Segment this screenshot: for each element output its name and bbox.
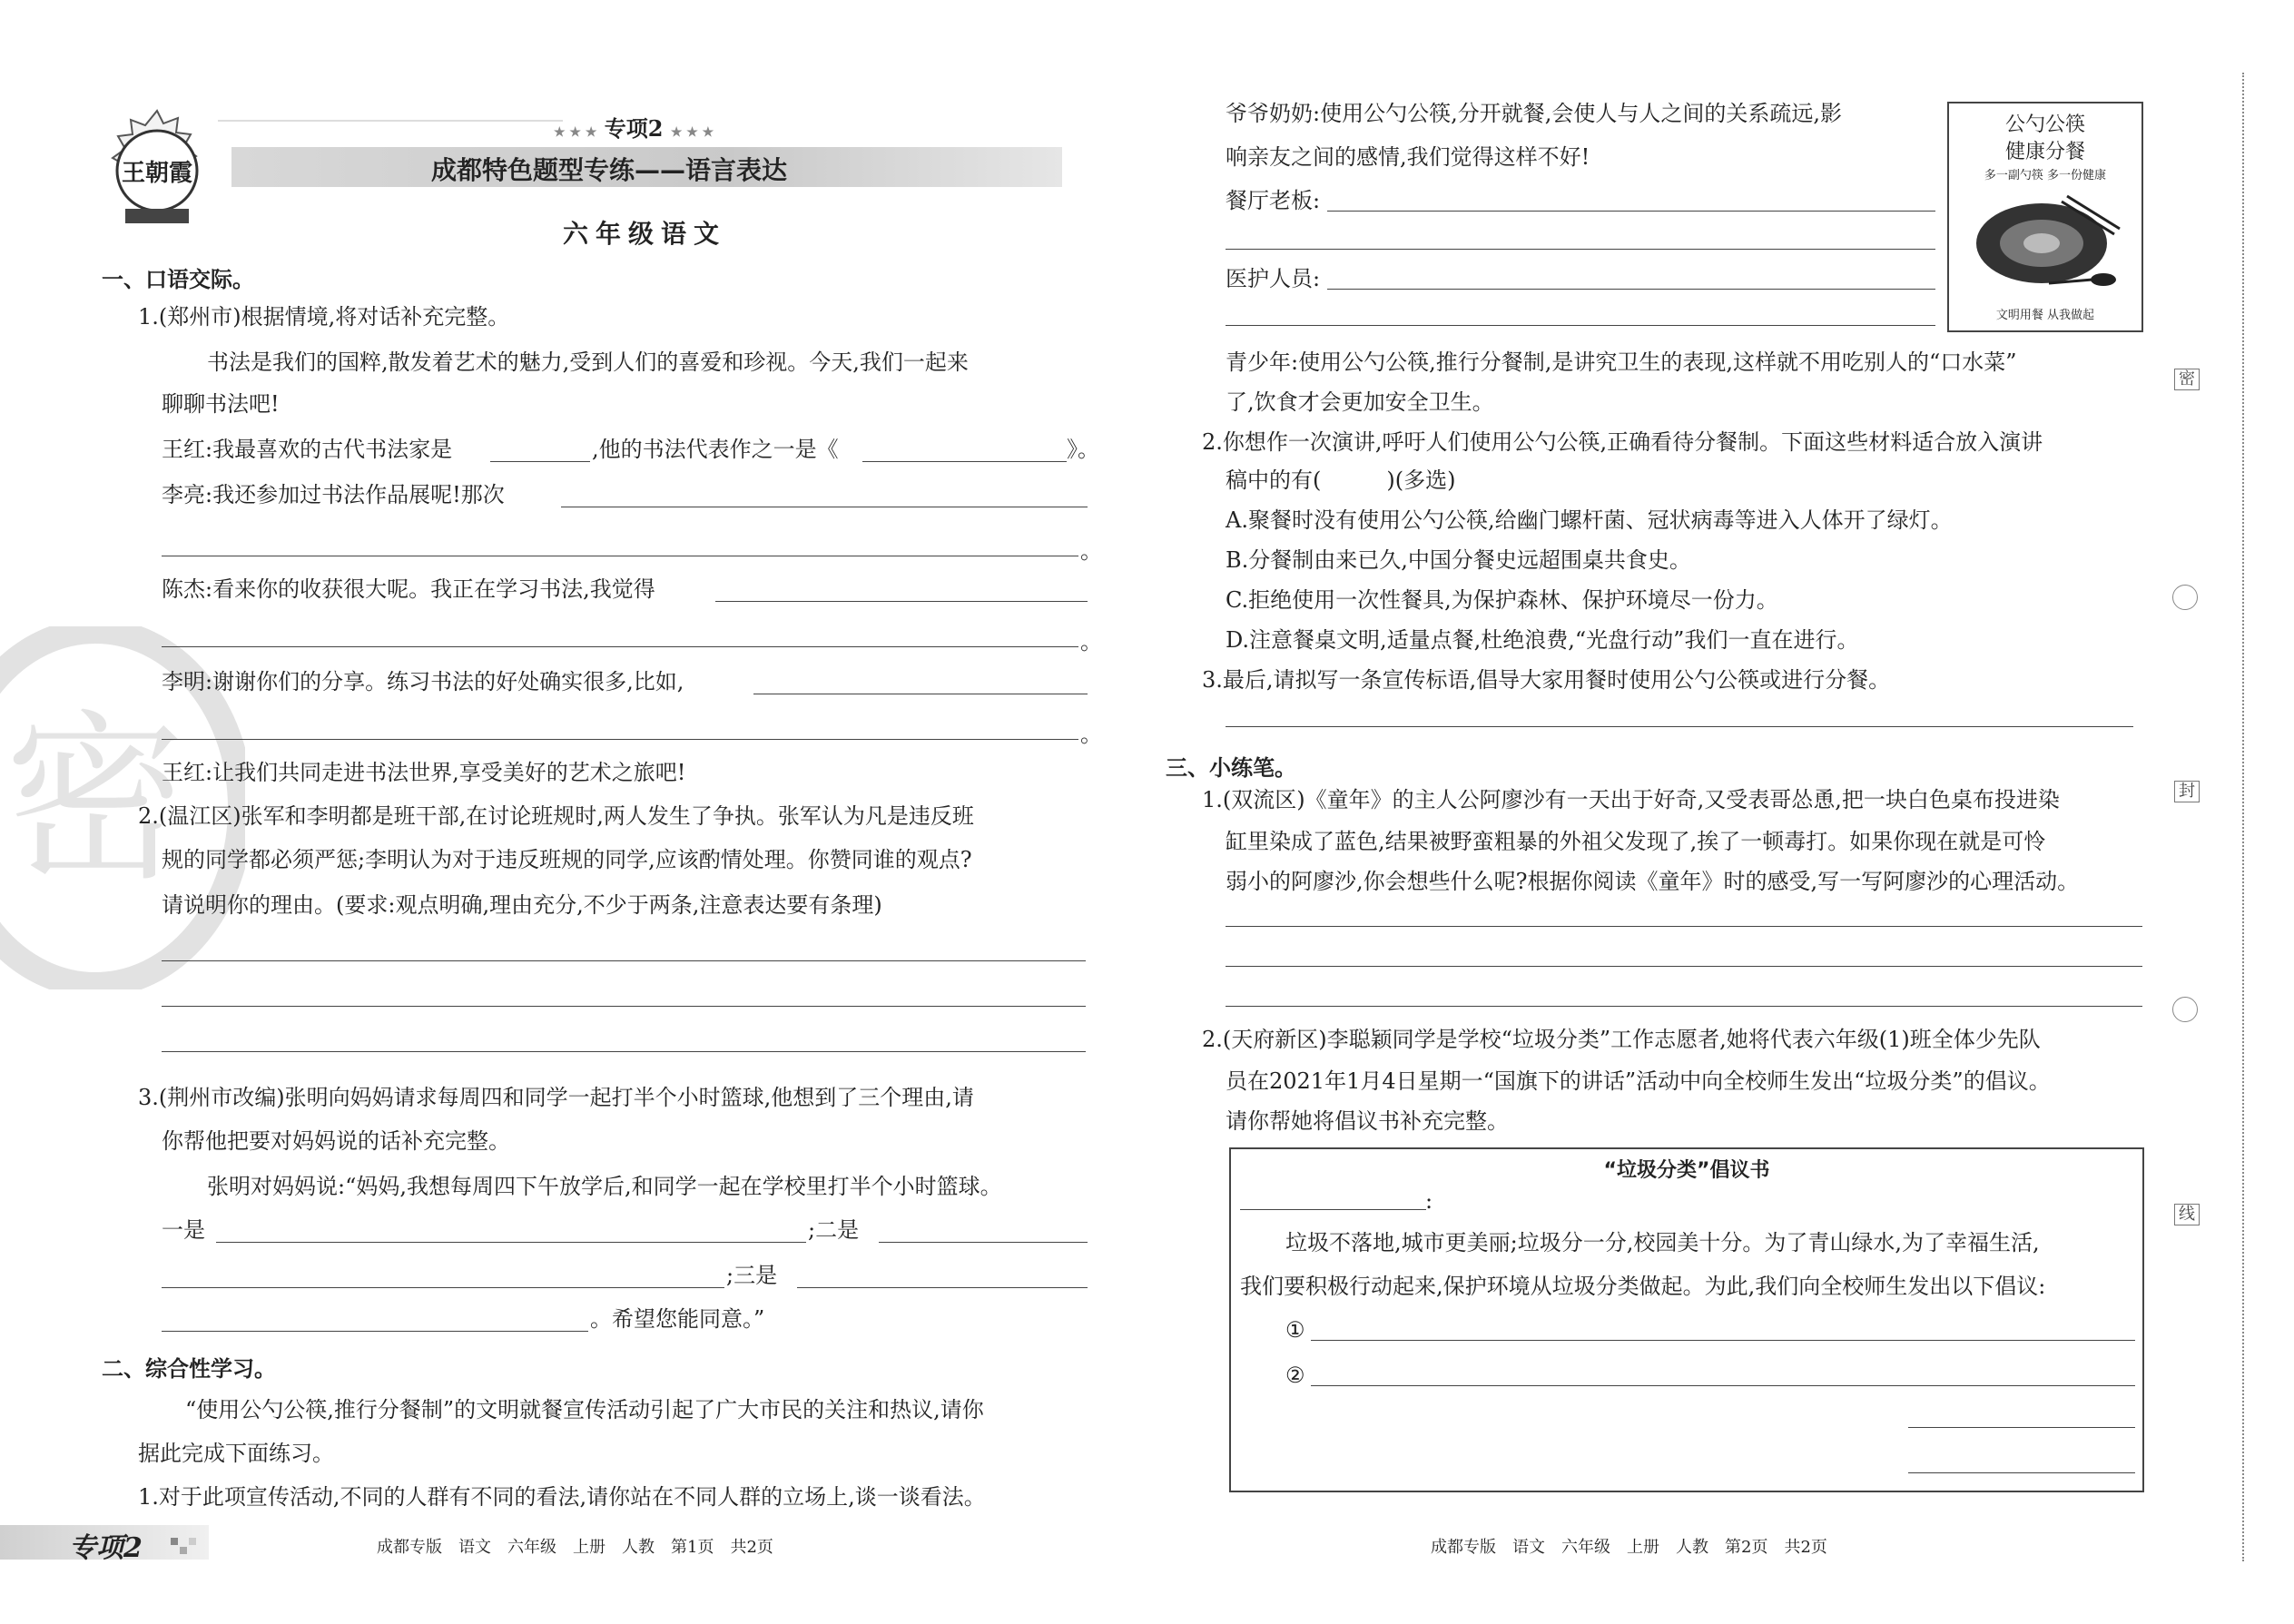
brand-logo: [107, 107, 207, 234]
answer-line[interactable]: [1226, 249, 1935, 250]
q1-period: 。: [1080, 629, 1102, 655]
answer-blank[interactable]: [490, 461, 590, 462]
teen-line-1: 青少年:使用公勺公筷,推行分餐制,是讲究卫生的表现,这样就不用吃别人的“口水菜”: [1226, 349, 2017, 375]
answer-blank[interactable]: [162, 1287, 724, 1288]
proposal-line-2[interactable]: [1311, 1385, 2135, 1386]
answer-line[interactable]: [162, 960, 1086, 961]
header-ribbon: [218, 120, 563, 131]
poster-footer: 文明用餐 从我做起: [1995, 309, 2095, 322]
margin-label-1: 密: [2174, 369, 2200, 390]
s2-question-1: 1.对于此项宣传活动,不同的人群有不同的看法,请你站在不同人群的立场上,谈一谈看法。: [138, 1484, 986, 1510]
proposal-para-2: 我们要积极行动起来,保护环境从垃圾分类做起。为此,我们向全校师生发出以下倡议:: [1240, 1274, 2046, 1299]
q2-line-2: 稿中的有( )(多选): [1226, 468, 1456, 493]
option-b[interactable]: B.分餐制由来已久,中国分餐史远超围桌共食史。: [1226, 547, 1691, 573]
answer-blank[interactable]: [162, 1331, 588, 1332]
answer-line[interactable]: [162, 1006, 1086, 1007]
grandparents-line-2: 响亲友之间的感情,我们觉得这样不好!: [1226, 144, 1590, 170]
answer-blank[interactable]: [715, 601, 1088, 602]
answer-line[interactable]: [1226, 325, 1935, 326]
q3-line: 3.最后,请拟写一条宣传标语,倡导大家用餐时使用公勺公筷或进行分餐。: [1202, 667, 1891, 693]
q3-third: ;三是: [726, 1263, 778, 1288]
q3-second: ;二是: [808, 1217, 860, 1243]
salutation-blank[interactable]: [1240, 1209, 1426, 1210]
option-d[interactable]: D.注意餐桌文明,适量点餐,杜绝浪费,“光盘行动”我们一直在进行。: [1226, 627, 1859, 653]
option-a[interactable]: A.聚餐时没有使用公勺公筷,给幽门螺杆菌、冠状病毒等进入人体开了绿灯。: [1226, 507, 1953, 533]
signature-line[interactable]: [1908, 1427, 2135, 1428]
proposal-item-2: ②: [1285, 1363, 1305, 1388]
section-heading-2: 二、综合性学习。: [102, 1356, 276, 1382]
footer-info: 成都专版 语文 六年级 上册 人教 第1页 共2页: [377, 1538, 773, 1557]
s2-paragraph-2: 据此完成下面练习。: [138, 1441, 334, 1466]
footer-info-right: 成都专版 语文 六年级 上册 人教 第2页 共2页: [1431, 1538, 1827, 1557]
svg-text:密: 密: [4, 694, 187, 906]
q2-line-2: 规的同学都必须严惩;李明认为对于违反班规的同学,应该酌情处理。你赞同谁的观点?: [162, 847, 972, 872]
w2-line-3: 请你帮她将倡议书补充完整。: [1226, 1108, 1509, 1134]
footer-squares: [171, 1538, 203, 1560]
answer-line[interactable]: [1226, 726, 2133, 727]
proposal-line-1[interactable]: [1311, 1340, 2135, 1341]
footer-tag: 专项2: [69, 1532, 143, 1564]
answer-blank[interactable]: [879, 1242, 1088, 1243]
margin-label-3: 线: [2174, 1204, 2200, 1225]
proposal-para-1: 垃圾不落地,城市更美丽;垃圾分一分,校园美十分。为了青山绿水,为了幸福生活,: [1285, 1230, 2040, 1255]
section-heading-3: 三、小练笔。: [1166, 755, 1296, 781]
margin-circle-1: [2172, 585, 2198, 610]
answer-blank[interactable]: [162, 739, 1078, 740]
q1-chenjie: 陈杰:看来你的收获很大呢。我正在学习书法,我觉得: [162, 576, 655, 602]
answer-line[interactable]: [1226, 1006, 2142, 1007]
answer-blank[interactable]: [216, 1242, 806, 1243]
teen-line-2: 了,饮食才会更加安全卫生。: [1226, 389, 1494, 415]
q1-wanghong-a: 王红:我最喜欢的古代书法家是: [162, 437, 453, 462]
page-title: 成都特色题型专练——语言表达: [431, 155, 788, 185]
proposal-item-1: ①: [1285, 1317, 1305, 1343]
poster-title-1: 公勺公筷: [2004, 113, 2085, 136]
proposal-box: [1229, 1147, 2144, 1492]
date-line[interactable]: [1908, 1472, 2135, 1473]
boss-label: 餐厅老板:: [1226, 188, 1321, 213]
w2-line-2: 员在2021年1月4日星期一“国旗下的讲话”活动中向全校师生发出“垃圾分类”的倡议。: [1226, 1068, 2051, 1094]
answer-line[interactable]: [1226, 966, 2142, 967]
w1-line-2: 缸里染成了蓝色,结果被野蛮粗暴的外祖父发现了,挨了一顿毒打。如果你现在就是可怜: [1226, 829, 2046, 854]
poster-slogan: 多一副勺筷 多一份健康: [1984, 169, 2107, 182]
answer-line[interactable]: [162, 1051, 1086, 1052]
page-subtitle: 六年级语文: [563, 219, 727, 249]
q3-first: 一是: [162, 1217, 205, 1243]
logo-text: 王朝霞: [122, 160, 193, 187]
q1-paragraph-2: 聊聊书法吧!: [162, 391, 280, 417]
medic-label: 医护人员:: [1226, 266, 1321, 291]
s2-paragraph-1: “使用公勺公筷,推行分餐制”的文明就餐宣传活动引起了广大市民的关注和热议,请你: [185, 1397, 984, 1422]
plate-icon: [1967, 192, 2123, 292]
q1-paragraph: 书法是我们的国粹,散发着艺术的魅力,受到人们的喜爱和珍视。今天,我们一起来: [207, 349, 969, 375]
q3-ending: 。希望您能同意。”: [590, 1306, 765, 1332]
q2-line-1: 2.(温江区)张军和李明都是班干部,在讨论班规时,两人发生了争执。张军认为凡是违反班: [138, 803, 974, 829]
q2-line-3: 请说明你的理由。(要求:观点明确,理由充分,不少于两条,注意表达要有条理): [162, 892, 882, 918]
answer-blank[interactable]: [162, 646, 1078, 647]
q3-line-1: 3.(荆州市改编)张明向妈妈请求每周四和同学一起打半个小时篮球,他想到了三个理由,请: [138, 1085, 974, 1110]
q1-liliang: 李亮:我还参加过书法作品展呢!那次: [162, 482, 505, 507]
grandparents-line-1: 爷爷奶奶:使用公勺公筷,分开就餐,会使人与人之间的关系疏远,影: [1226, 101, 1842, 126]
binding-dotted-line: [2242, 73, 2244, 1561]
answer-line[interactable]: [1327, 289, 1935, 290]
q3-line-2: 你帮他把要对妈妈说的话补充完整。: [162, 1128, 510, 1154]
w2-line-1: 2.(天府新区)李聪颖同学是学校“垃圾分类”工作志愿者,她将代表六年级(1)班全体少先队: [1202, 1027, 2041, 1052]
answer-blank[interactable]: [862, 461, 1067, 462]
poster-title-2: 健康分餐: [2004, 141, 2085, 163]
q3-line-3: 张明对妈妈说:“妈妈,我想每周四下午放学后,和同学一起在学校里打半个小时篮球。: [207, 1174, 1002, 1199]
q1-period: 。: [1080, 722, 1102, 747]
q1-wanghong-c: 》。: [1067, 437, 1099, 462]
proposal-title: “垃圾分类”倡议书: [1603, 1159, 1770, 1182]
w1-line-3: 弱小的阿廖沙,你会想些什么呢?根据你阅读《童年》时的感受,写一写阿廖沙的心理活动。: [1226, 869, 2080, 894]
salutation-colon: :: [1425, 1188, 1433, 1214]
poster-box: [1947, 102, 2143, 332]
q1-liming: 李明:谢谢你们的分享。练习书法的好处确实很多,比如,: [162, 669, 684, 694]
q2-line-1: 2.你想作一次演讲,呼吁人们使用公勺公筷,正确看待分餐制。下面这些材料适合放入演讲: [1202, 429, 2043, 455]
q1-ending: 王红:让我们共同走进书法世界,享受美好的艺术之旅吧!: [162, 760, 686, 785]
series-label: ★ ★ ★ 专项2 ★ ★ ★: [554, 115, 714, 142]
section-heading-1: 一、口语交际。: [102, 267, 254, 292]
option-c[interactable]: C.拒绝使用一次性餐具,为保护森林、保护环境尽一份力。: [1226, 587, 1778, 613]
w1-line-1: 1.(双流区)《童年》的主人公阿廖沙有一天出于好奇,又受表哥怂恿,把一块白色桌布投进染: [1202, 787, 2060, 812]
answer-line[interactable]: [1226, 926, 2142, 927]
margin-label-2: 封: [2174, 781, 2200, 802]
q1-period: 。: [1080, 538, 1102, 564]
q1-wanghong-b: ,他的书法代表作之一是《: [592, 437, 839, 462]
answer-line[interactable]: [1327, 211, 1935, 212]
margin-circle-2: [2172, 997, 2198, 1022]
q1-intro: 1.(郑州市)根据情境,将对话补充完整。: [138, 304, 510, 330]
answer-blank[interactable]: [797, 1287, 1088, 1288]
